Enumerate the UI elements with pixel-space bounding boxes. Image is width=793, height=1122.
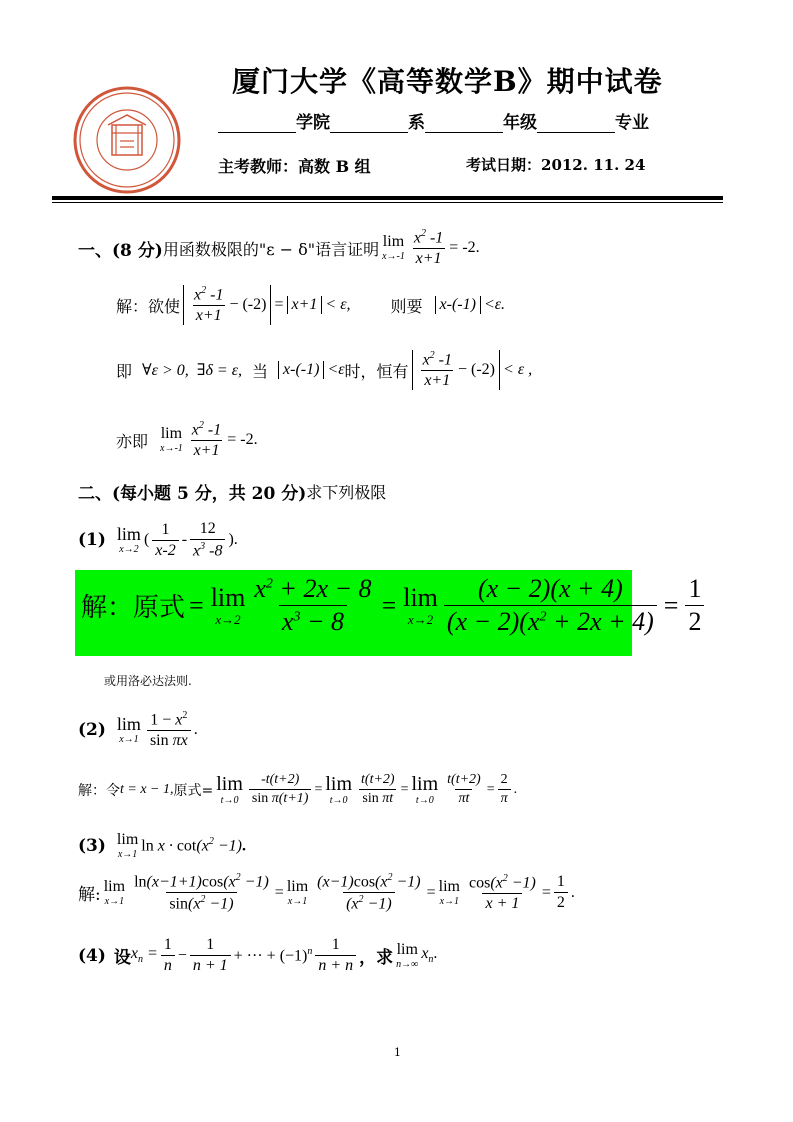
q2-part2: (2) lim x→1 $\frac{1 - x^2}{\text{sin πx}}$ .: [78, 710, 198, 750]
q2-part1: (1) lim x→2 ( $\frac{1}{x-2}$ - $\frac{12}{x^3 -8}$ ).: [78, 520, 238, 560]
q1-solution-step1: 解：欲使 $\frac{x^2 -1}{x+1}$ − (-2) = x+1 < ε, 则要 x-(-1) <ε.: [116, 285, 506, 325]
q2-heading: 二、(每小题 5 分，共 20 分) 求下列极限: [78, 483, 387, 504]
header-rule-thin: [52, 202, 723, 203]
q1-statement: 一、(8 分) 用函数极限的"ε − δ"语言证明 lim x→-1 $\frac{x^2 -1}{x+1}$ = -2.: [78, 228, 480, 268]
page-number: 1: [394, 1046, 401, 1059]
page-title: 厦门大学《高等数学B》期中试卷: [232, 65, 663, 98]
header-rule-thick: [52, 196, 723, 200]
q2-part4: (4) 设 $x_n$ = $\frac{1}{n}$ − $\frac{1}{n + 1}$ + ··· + $(-1)^n$ $\frac{1}{n + n}$ ，求 lim n→∞ $x_n$.: [78, 936, 438, 974]
q1-solution-step2: 即 ∀ε > 0, ∃δ = ε, 当 x-(-1) <ε 时，恒有 $\frac{x^2 -1}{x+1}$ − (-2) < ε ,: [116, 350, 533, 390]
university-seal: [72, 85, 182, 195]
q1-solution-conclusion: 亦即 lim x→-1 $\frac{x^2 -1}{x+1}$ = -2.: [116, 420, 258, 460]
q2-part3-solution: 解: lim x→1 $\frac{\ln(x-1+1)\cos(x^2 -1)}{\sin(x^2 -1)}$ = lim x→1 $\frac{(x-1)\cos(x^2 -1)}{(x^2 -1)}$ = lim x→1 $\frac{\cos(x^2 -1)}{x + 1}$ = $\frac{1}{2}$ .: [78, 872, 575, 913]
q2-part1-note: 或用洛必达法则.: [104, 674, 192, 688]
department-line: 学院 系 年级 专业: [218, 108, 649, 133]
q2-part3: (3) lim x→1 $\ln x \cdot \cot(x^2 -1)$.: [78, 831, 246, 860]
teacher-info: 主考教师：高数 B 组: [218, 157, 371, 176]
q2-part1-solution-highlight: 解：原式 = lim x→2 $\frac{x^2 + 2x - 8}{x^3 - 8}$ = lim x→2 $\frac{(x - 2)(x + 4)}{(x - 2)(x^2 + 2x + 4)}$ = $\frac{1}{2}$: [75, 570, 632, 656]
q2-part2-solution: 解：令 t = x − 1, 原式= lim t→0 $\frac{-t(t+2)}{\text{sin π(t+1)}}$ = lim t→0 $\frac{t(t+2)}{\text{sin πt}}$ = lim t→0 $\frac{t(t+2)}{\pi t}$ = $\frac{2}{\pi}$ .: [78, 772, 518, 806]
exam-date: 考试日期：2012. 11. 24: [466, 156, 646, 174]
